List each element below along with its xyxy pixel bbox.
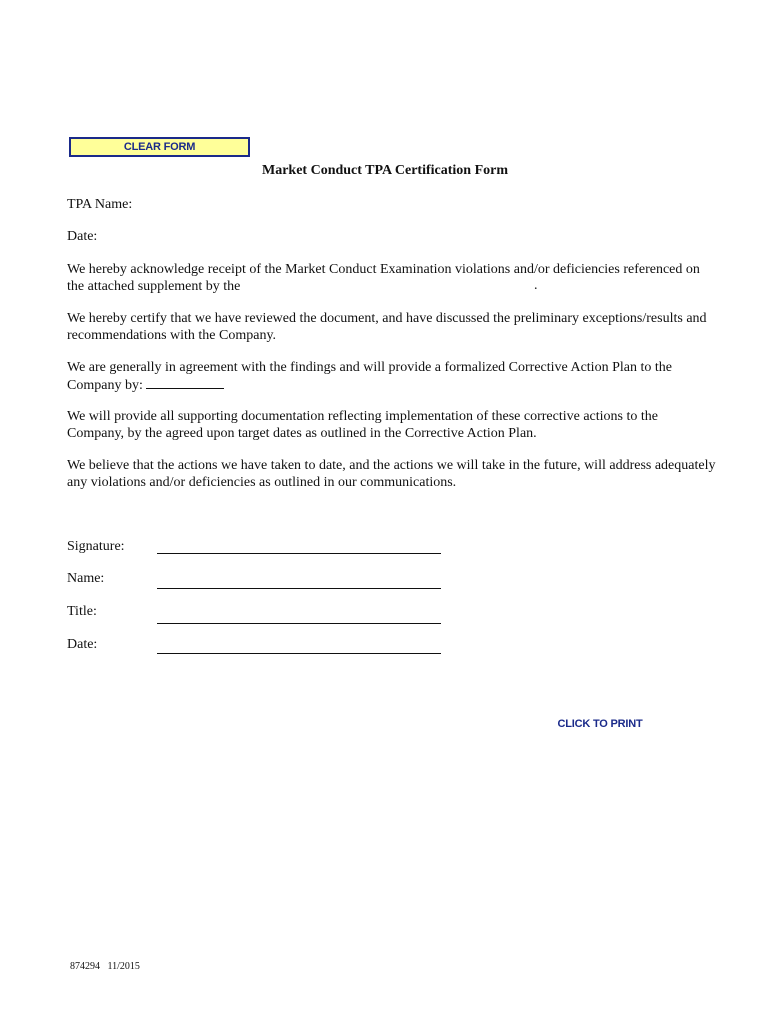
tpa-name-label: TPA Name: bbox=[67, 197, 133, 212]
signature-date-line[interactable] bbox=[157, 653, 441, 654]
company-by-date-blank[interactable] bbox=[146, 376, 224, 389]
paragraph-acknowledge-line2: the attached supplement by the bbox=[67, 279, 241, 294]
form-footer bbox=[70, 961, 140, 972]
signature-date-label: Date: bbox=[67, 637, 98, 652]
click-to-print-button[interactable]: CLICK TO PRINT bbox=[557, 718, 643, 730]
date-label: Date: bbox=[67, 229, 98, 244]
paragraph-agreement bbox=[67, 359, 717, 394]
paragraph-acknowledge-period: . bbox=[534, 278, 538, 293]
form-title: Market Conduct TPA Certification Form bbox=[262, 163, 508, 178]
paragraph-certify: We hereby certify that we have reviewed the document, and have discussed the preliminary exceptions/results and recommendations with the Company. bbox=[67, 311, 707, 343]
paragraph-agreement-line2: Company by: bbox=[67, 378, 143, 393]
name-label: Name: bbox=[67, 571, 105, 586]
name-line[interactable] bbox=[157, 588, 441, 589]
title-line[interactable] bbox=[157, 623, 441, 624]
paragraph-belief: We believe that the actions we have taken to date, and the actions we will take in the future, will address adequately any violations and/or deficiencies as outlined in our communications. bbox=[67, 458, 716, 490]
form-revision: 11/2015 bbox=[107, 961, 140, 972]
tpa-name-field[interactable] bbox=[140, 196, 700, 214]
form-number: 874294 bbox=[70, 961, 100, 972]
title-label: Title: bbox=[67, 604, 97, 619]
signature-label: Signature: bbox=[67, 539, 125, 554]
paragraph-agreement-line1: We are generally in agreement with the findings and will provide a formalized Corrective Action Plan to the bbox=[67, 360, 672, 375]
paragraph-acknowledge-line1: We hereby acknowledge receipt of the Market Conduct Examination violations and/or deficiencies referenced on bbox=[67, 262, 700, 277]
paragraph-documentation: We will provide all supporting documentation reflecting implementation of these corrective actions to the Company, by the agreed upon target dates as outlined in the Corrective Action Plan. bbox=[67, 409, 658, 441]
clear-form-button[interactable]: CLEAR FORM bbox=[69, 137, 250, 157]
date-field[interactable] bbox=[105, 228, 405, 246]
signature-line[interactable] bbox=[157, 553, 441, 554]
supplement-field[interactable] bbox=[243, 277, 533, 294]
